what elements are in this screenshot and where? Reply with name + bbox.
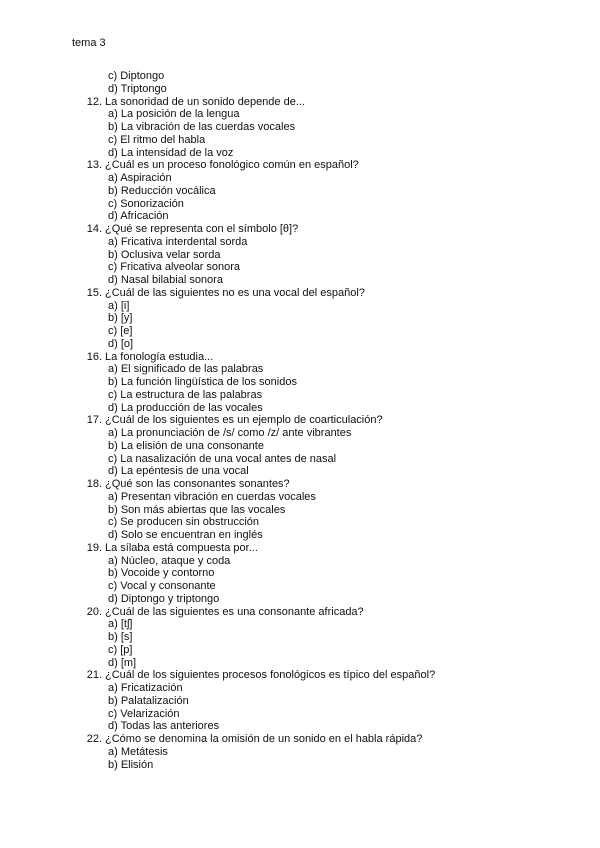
answer-option: b) Son más abiertas que las vocales: [108, 503, 286, 516]
question-number: 22.: [86, 733, 102, 745]
question-item: [0, 287, 600, 300]
question-list: [0, 70, 600, 771]
answer-option: b) La elisión de una consonante: [108, 439, 264, 452]
answer-option: b) Oclusiva velar sorda: [108, 248, 221, 261]
question-number: 21.: [86, 669, 102, 682]
question-text: ¿Cuál de los siguientes es un ejemplo de coarticulación?: [105, 414, 383, 427]
answer-option: d) [o]: [108, 337, 134, 350]
question-number: 15.: [86, 286, 102, 299]
question-item: [0, 351, 600, 364]
answer-option: b) La función lingüística de los sonidos: [108, 376, 297, 388]
page-header: tema 3: [72, 37, 106, 49]
question-text: ¿Cuál de las siguientes no es una vocal del español?: [105, 286, 365, 299]
answer-option: a) Núcleo, ataque y coda: [108, 554, 231, 567]
answer-option: c) La nasalización de una vocal antes de nasal: [108, 452, 337, 465]
answer-option: d) Africación: [108, 210, 169, 223]
question-text: La fonología estudia...: [105, 350, 214, 363]
question-number: 14.: [86, 223, 102, 235]
answer-option: d) Nasal bilabial sonora: [108, 274, 223, 286]
answer-option: a) Fricatización: [108, 682, 183, 694]
answer-option: b) [s]: [108, 631, 133, 643]
question-number: 18.: [86, 478, 102, 490]
question-text: La sonoridad de un sonido depende de...: [105, 95, 305, 108]
question-item: [0, 669, 600, 682]
answer-option: d) La intensidad de la voz: [108, 146, 234, 159]
answer-option: a) [i]: [108, 299, 130, 312]
question-text: ¿Qué son las consonantes sonantes?: [105, 478, 290, 490]
question-text: La sílaba está compuesta por...: [105, 541, 258, 554]
answer-option: d) Solo se encuentran en inglés: [108, 529, 263, 541]
answer-option: c) Velarización: [108, 707, 180, 720]
answer-option: d) La epéntesis de una vocal: [108, 465, 249, 478]
answer-option: d) La producción de las vocales: [108, 401, 263, 414]
answer-option: d) Diptongo y triptongo: [108, 592, 220, 605]
answer-option: a) La posición de la lengua: [108, 108, 240, 121]
question-text: ¿Cómo se denomina la omisión de un sonido en el habla rápida?: [105, 733, 423, 745]
question-text: ¿Cuál de los siguientes procesos fonológicos es típico del español?: [105, 669, 436, 682]
answer-option: b) Elisión: [108, 758, 154, 771]
question-text: ¿Qué se representa con el símbolo [θ]?: [105, 223, 299, 235]
question-item: [0, 606, 600, 619]
answer-option: d) Todas las anteriores: [108, 720, 220, 733]
answer-option: a) [tʃ]: [108, 618, 133, 631]
question-number: 13.: [86, 159, 102, 172]
question-item: [0, 478, 600, 491]
question-number: 20.: [86, 605, 102, 618]
question-item: [0, 223, 600, 236]
answer-option: a) Fricativa interdental sorda: [108, 235, 248, 248]
answer-option: a) Presentan vibración en cuerdas vocales: [108, 490, 316, 503]
answer-option: b) Vocoide y contorno: [108, 567, 215, 580]
question-item: [0, 733, 600, 746]
question-text: ¿Cuál es un proceso fonológico común en español?: [105, 159, 359, 172]
answer-option: c) Sonorización: [108, 197, 184, 210]
answer-option: b) Palatalización: [108, 694, 189, 707]
question-number: 16.: [86, 350, 102, 363]
answer-option: a) Metátesis: [108, 745, 168, 758]
question-item: [0, 542, 600, 555]
question-item: [0, 414, 600, 427]
question-number: 19.: [86, 541, 102, 554]
answer-option: a) La pronunciación de /s/ como /z/ ante vibrantes: [108, 427, 352, 439]
answer-option: d) Triptongo: [108, 82, 167, 95]
answer-option: c) Se producen sin obstrucción: [108, 516, 260, 529]
answer-option: a) Aspiración: [108, 172, 172, 184]
answer-option: c) Fricativa alveolar sonora: [108, 261, 241, 274]
answer-option: c) [p]: [108, 643, 133, 656]
question-text: ¿Cuál de las siguientes es una consonante africada?: [105, 605, 364, 618]
answer-option: b) La vibración de las cuerdas vocales: [108, 121, 296, 133]
answer-option: b) [y]: [108, 312, 133, 325]
answer-option: d) [m]: [108, 656, 137, 669]
question-item: [0, 96, 600, 109]
answer-option: c) La estructura de las palabras: [108, 388, 263, 401]
answer-option: c) Vocal y consonante: [108, 580, 216, 592]
answer-option: b) Reducción vocálica: [108, 184, 216, 197]
answer-option: a) El significado de las palabras: [108, 363, 264, 376]
question-number: 17.: [86, 414, 102, 427]
question-number: 12.: [86, 95, 102, 108]
answer-option: c) Diptongo: [108, 70, 165, 82]
answer-option: c) [e]: [108, 325, 133, 337]
answer-option: c) El ritmo del habla: [108, 133, 206, 146]
question-item: [0, 159, 600, 172]
